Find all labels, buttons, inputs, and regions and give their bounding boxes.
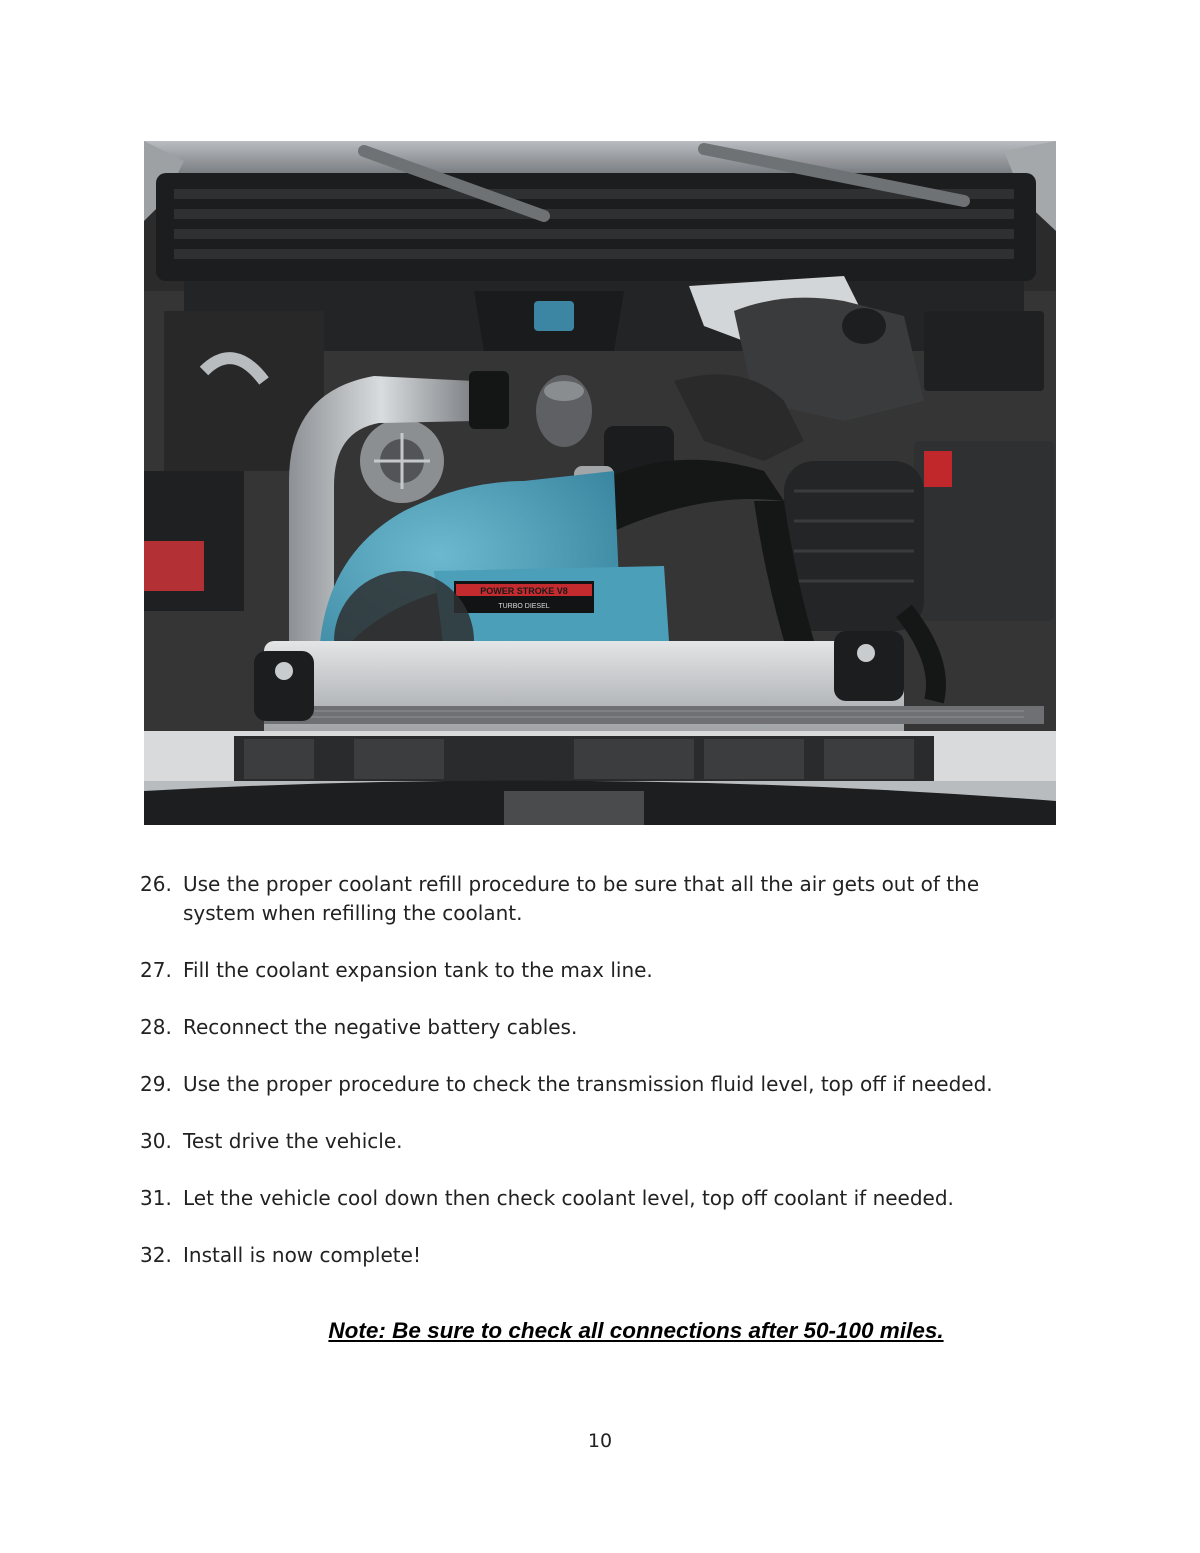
step-text: Let the vehicle cool down then check coolant level, top off coolant if needed. (183, 1186, 954, 1210)
step-text: Test drive the vehicle. (183, 1129, 403, 1153)
step-text: Install is now complete! (183, 1243, 421, 1267)
step-number: 27. (140, 958, 172, 982)
badge-title: POWER STROKE V8 (480, 586, 568, 596)
page-number: 10 (587, 1430, 613, 1452)
step-item (140, 1013, 1040, 1042)
step-item (140, 956, 1040, 985)
step-text: Use the proper procedure to check the transmission fluid level, top off if needed. (183, 1072, 993, 1096)
step-item (140, 1241, 1040, 1270)
instruction-steps (140, 870, 1040, 1298)
step-text: Fill the coolant expansion tank to the max line. (183, 958, 653, 982)
step-number: 32. (140, 1243, 172, 1267)
step-number: 26. (140, 872, 172, 896)
engine-bay-photo (144, 141, 1056, 825)
step-text: Reconnect the negative battery cables. (183, 1015, 578, 1039)
badge-subtitle: TURBO DIESEL (498, 603, 550, 610)
step-item (140, 1070, 1040, 1099)
step-item (140, 870, 1040, 928)
mileage-note: Note: Be sure to check all connections after 50-100 miles. (328, 1318, 944, 1343)
step-item (140, 1127, 1040, 1156)
step-number: 30. (140, 1129, 172, 1153)
step-text: Use the proper coolant refill procedure to be sure that all the air gets out of the system when refilling the coolant. (183, 872, 980, 925)
step-number: 28. (140, 1015, 172, 1039)
step-number: 31. (140, 1186, 172, 1210)
step-item (140, 1184, 1040, 1213)
step-number: 29. (140, 1072, 172, 1096)
